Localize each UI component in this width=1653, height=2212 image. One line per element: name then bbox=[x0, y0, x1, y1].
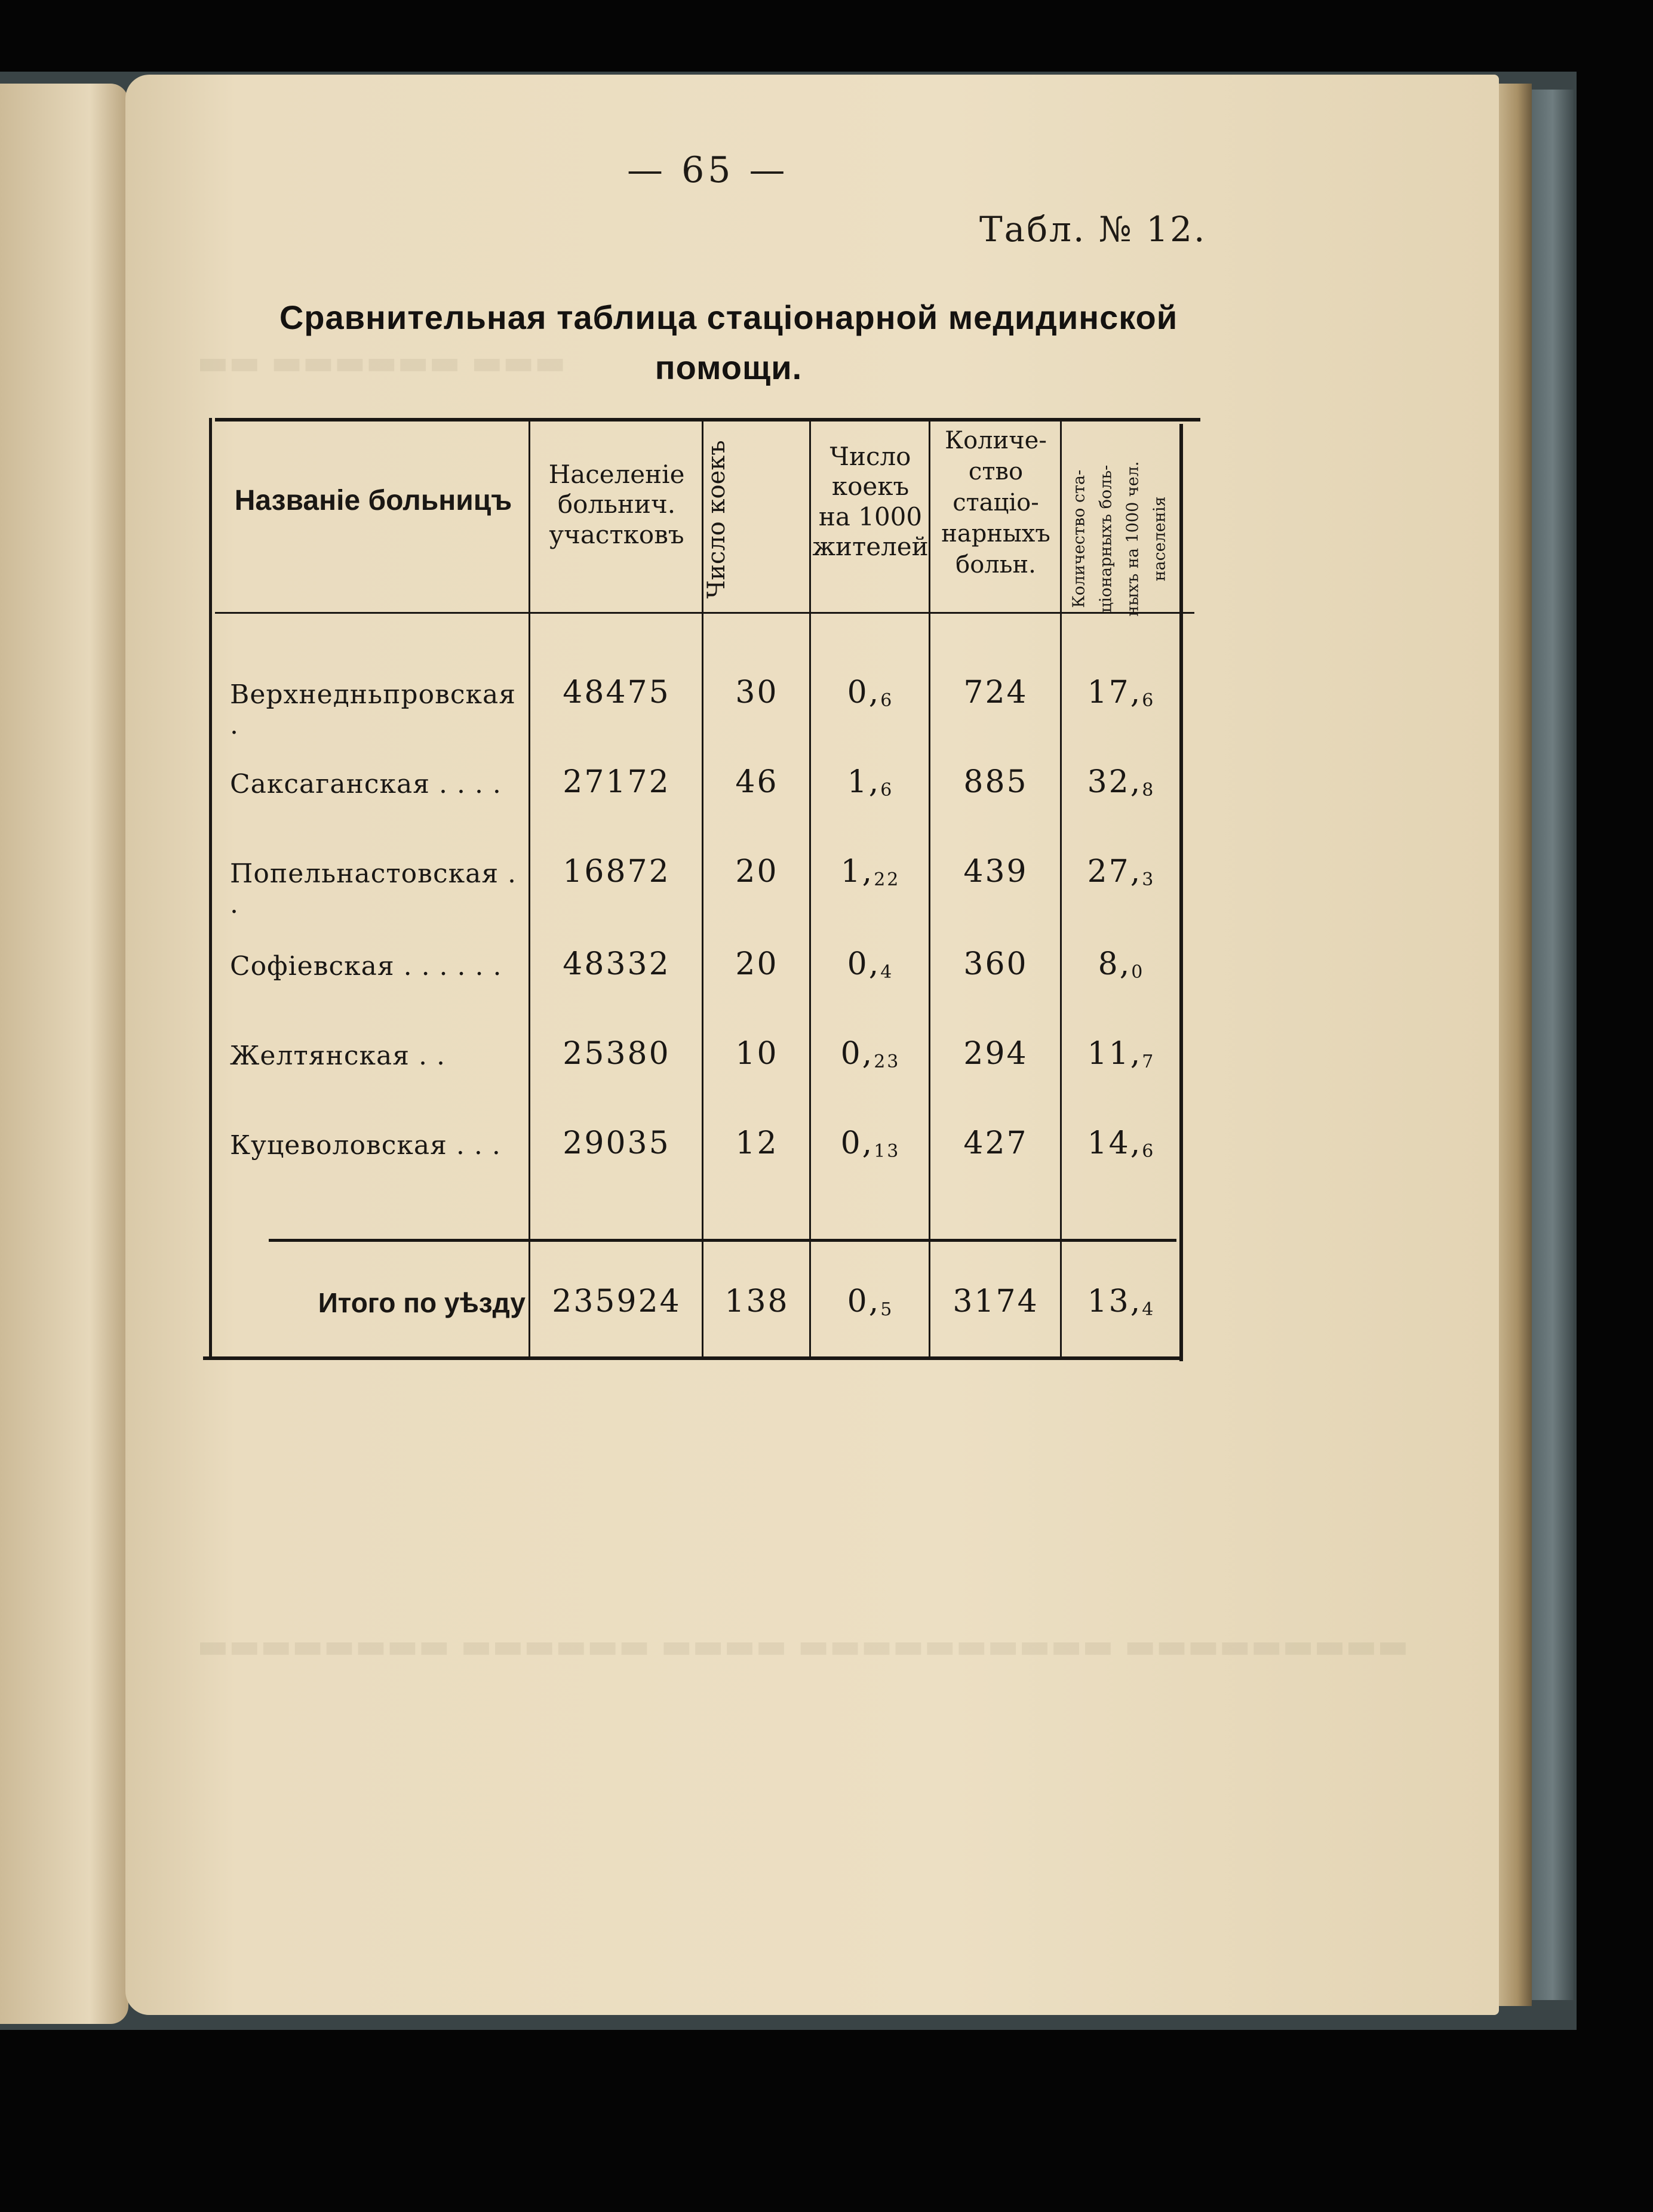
header-hospital-name: Названiе больницъ bbox=[234, 485, 512, 516]
hospital-name: Софiевская . . . . . . bbox=[230, 951, 502, 982]
table-label: Табл. № 12. bbox=[979, 209, 1207, 250]
inpatients-value: 294 bbox=[963, 1036, 1028, 1072]
beds-per-1000-value: $0,_{13}$ bbox=[840, 1125, 901, 1162]
book-cover-edge bbox=[1532, 90, 1574, 2000]
inpatients-per-1000-value: $14,_6$ bbox=[1087, 1125, 1156, 1162]
total-beds: 138 bbox=[724, 1284, 789, 1319]
hospital-name: Попельнастовская . . bbox=[230, 859, 517, 919]
inpatients-value: 427 bbox=[963, 1125, 1028, 1161]
inpatients-value: 439 bbox=[963, 854, 1028, 890]
table-left-border bbox=[209, 418, 212, 1358]
inpatients-per-1000-value: $27,_3$ bbox=[1087, 854, 1156, 890]
beds-per-1000-value: $0,_4$ bbox=[847, 946, 894, 983]
table-title bbox=[251, 293, 1206, 393]
left-page-edge bbox=[0, 84, 128, 2024]
header-inpatients-per-1000: Количество ста- цiонарныхъ боль- ныхъ на 1000 чел. населенiя bbox=[1070, 461, 1169, 617]
population-value: 25380 bbox=[563, 1036, 671, 1072]
beds-value: 46 bbox=[735, 764, 779, 800]
page-stack-edge bbox=[1496, 84, 1532, 2006]
population-value: 29035 bbox=[563, 1125, 671, 1161]
title-line-1: Сравнительная таблица стацiонарной медидинской bbox=[279, 299, 1178, 336]
beds-value: 30 bbox=[735, 675, 779, 710]
bleed-through-text: ▬▬▬▬▬▬▬▬ ▬▬▬▬▬▬ ▬▬▬▬ ▬▬▬▬▬▬▬▬▬▬ ▬▬▬▬▬▬▬▬▬ bbox=[197, 1627, 1409, 1666]
table-bottom-rule bbox=[203, 1356, 1182, 1360]
inpatients-value: 724 bbox=[963, 675, 1028, 710]
total-population: 235924 bbox=[552, 1284, 681, 1319]
total-label: Итого по уѣзду bbox=[318, 1287, 526, 1318]
inpatients-value: 360 bbox=[963, 946, 1028, 982]
inpatients-per-1000-value: $17,_6$ bbox=[1087, 675, 1156, 711]
col-divider bbox=[929, 421, 930, 1358]
population-value: 48332 bbox=[563, 946, 671, 982]
beds-value: 20 bbox=[735, 854, 779, 890]
hospital-name: Верхнедньпровская . bbox=[230, 679, 516, 740]
inpatients-value: 885 bbox=[963, 764, 1028, 800]
inpatients-per-1000-value: $8,_0$ bbox=[1098, 946, 1145, 983]
total-top-rule bbox=[269, 1239, 1176, 1242]
table-right-border bbox=[1179, 424, 1183, 1361]
hospital-name: Куцеволовская . . . bbox=[230, 1130, 501, 1161]
col-divider bbox=[529, 421, 530, 1358]
inpatients-per-1000-value: $11,_7$ bbox=[1087, 1036, 1156, 1072]
beds-per-1000-value: $0,_{23}$ bbox=[840, 1036, 901, 1072]
beds-value: 10 bbox=[735, 1036, 779, 1072]
page-number: — 65 — bbox=[627, 149, 789, 191]
header-bottom-rule bbox=[215, 612, 1194, 614]
beds-per-1000-value: $1,_{22}$ bbox=[840, 854, 901, 890]
inpatients-per-1000-value: $32,_8$ bbox=[1087, 764, 1156, 801]
title-line-2: помощи. bbox=[655, 349, 803, 386]
population-value: 48475 bbox=[563, 675, 671, 710]
header-beds: Число коекъ bbox=[703, 440, 730, 599]
population-value: 27172 bbox=[563, 764, 671, 800]
header-inpatients: Количе- ство стацiо- нарныхъ больн. bbox=[941, 427, 1050, 579]
table-top-rule bbox=[215, 418, 1200, 422]
beds-value: 12 bbox=[735, 1125, 779, 1161]
header-beds-per-1000: Число коекъ на 1000 жителей bbox=[812, 442, 929, 562]
total-inpatients-per-1000: $13,_4$ bbox=[1087, 1284, 1156, 1320]
col-divider bbox=[1060, 421, 1062, 1358]
header-population: Населенiе больнич. участковъ bbox=[548, 460, 685, 549]
beds-per-1000-value: $1,_6$ bbox=[847, 764, 894, 801]
population-value: 16872 bbox=[563, 854, 671, 890]
beds-value: 20 bbox=[735, 946, 779, 982]
col-divider bbox=[809, 421, 811, 1358]
hospital-name: Саксаганская . . . . bbox=[230, 769, 502, 799]
beds-per-1000-value: $0,_6$ bbox=[847, 675, 894, 711]
total-beds-per-1000: $0,_5$ bbox=[847, 1284, 894, 1320]
bleed-through-text: ▬▬ ▬▬▬▬▬▬ ▬▬▬ bbox=[197, 343, 566, 382]
total-inpatients: 3174 bbox=[953, 1284, 1039, 1319]
hospital-name: Желтянская . . bbox=[230, 1041, 445, 1071]
